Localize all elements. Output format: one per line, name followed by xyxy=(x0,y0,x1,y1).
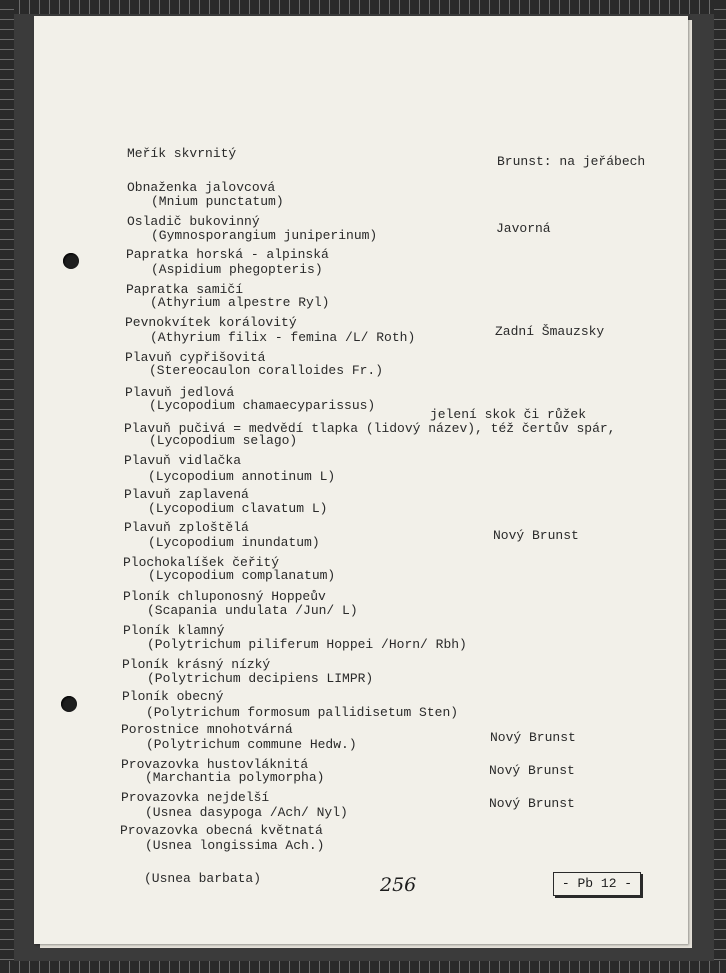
species-latin-name: (Gymnosporangium juniperinum) xyxy=(151,228,378,243)
species-latin-name: (Lycopodium annotinum L) xyxy=(148,469,336,484)
species-name: Provazovka hustovláknitá xyxy=(121,757,309,772)
species-location: Nový Brunst xyxy=(489,796,575,811)
species-name: Ploník klamný xyxy=(123,623,225,638)
ruler-right xyxy=(714,0,726,973)
species-location: jelení skok či růžek xyxy=(430,407,587,422)
species-name: Papratka horská - alpinská xyxy=(126,247,329,262)
species-location: Nový Brunst xyxy=(490,730,576,745)
species-latin-name: (Polytrichum decipiens LIMPR) xyxy=(147,671,374,686)
ruler-left xyxy=(0,0,14,973)
species-name: Plochokalíšek čeřitý xyxy=(123,555,280,570)
species-latin-name: (Polytrichum formosum pallidisetum Sten) xyxy=(146,705,459,720)
species-latin-name: (Athyrium alpestre Ryl) xyxy=(150,295,330,310)
species-location: Nový Brunst xyxy=(489,763,575,778)
species-name: Provazovka nejdelší xyxy=(121,790,270,805)
species-latin-name: (Lycopodium inundatum) xyxy=(148,535,320,550)
species-latin-name: (Aspidium phegopteris) xyxy=(151,262,323,277)
species-name: Provazovka obecná květnatá xyxy=(120,823,323,838)
document-page xyxy=(34,16,688,944)
species-latin-name: (Usnea barbata) xyxy=(144,871,262,886)
species-name: Plavuň pučivá = medvědí tlapka (lidový název), též čertův spár, xyxy=(124,421,616,436)
species-location: Nový Brunst xyxy=(493,528,579,543)
species-latin-name: (Mnium punctatum) xyxy=(151,194,284,209)
species-name: Plavuň jedlová xyxy=(125,385,235,400)
species-name: Plavuň vidlačka xyxy=(124,453,242,468)
species-name: Ploník obecný xyxy=(122,689,224,704)
species-location: Zadní Šmauzsky xyxy=(495,324,605,339)
species-name: Porostnice mnohotvárná xyxy=(121,722,293,737)
species-name: Ploník krásný nízký xyxy=(122,657,271,672)
species-name: Plavuň zaplavená xyxy=(124,487,249,502)
species-name: Ploník chluponosný Hoppeův xyxy=(123,589,326,604)
species-latin-name: (Lycopodium complanatum) xyxy=(148,568,336,583)
species-name: Meřík skvrnitý xyxy=(127,146,237,161)
species-latin-name: (Lycopodium clavatum L) xyxy=(148,501,328,516)
species-name: Osladič bukovinný xyxy=(127,214,260,229)
species-latin-name: (Marchantia polymorpha) xyxy=(145,770,325,785)
punch-hole-bottom xyxy=(61,696,77,712)
species-latin-name: (Polytrichum commune Hedw.) xyxy=(146,737,357,752)
species-latin-name: (Polytrichum piliferum Hoppei /Horn/ Rbh) xyxy=(147,637,467,652)
species-latin-name: (Lycopodium chamaecyparissus) xyxy=(149,398,376,413)
species-name: Plavuň cypřišovitá xyxy=(125,350,266,365)
ruler-top xyxy=(0,0,726,14)
species-location: Brunst: na jeřábech xyxy=(497,154,646,169)
document-code-box: - Pb 12 - xyxy=(553,872,641,896)
species-latin-name: (Athyrium filix - femina /L/ Roth) xyxy=(150,330,416,345)
species-latin-name: (Usnea longissima Ach.) xyxy=(145,838,325,853)
species-name: Pevnokvítek korálovitý xyxy=(125,315,297,330)
handwritten-page-number: 256 xyxy=(380,874,417,896)
species-name: Obnaženka jalovcová xyxy=(127,180,276,195)
species-name: Plavuň zploštělá xyxy=(124,520,249,535)
species-latin-name: (Stereocaulon coralloides Fr.) xyxy=(149,363,384,378)
species-latin-name: (Lycopodium selago) xyxy=(149,433,298,448)
species-location: Javorná xyxy=(496,221,551,236)
species-name: Papratka samičí xyxy=(126,282,244,297)
species-latin-name: (Scapania undulata /Jun/ L) xyxy=(147,603,358,618)
punch-hole-top xyxy=(63,253,79,269)
ruler-bottom xyxy=(0,961,726,973)
species-latin-name: (Usnea dasypoga /Ach/ Nyl) xyxy=(145,805,348,820)
species-entry xyxy=(120,791,323,919)
